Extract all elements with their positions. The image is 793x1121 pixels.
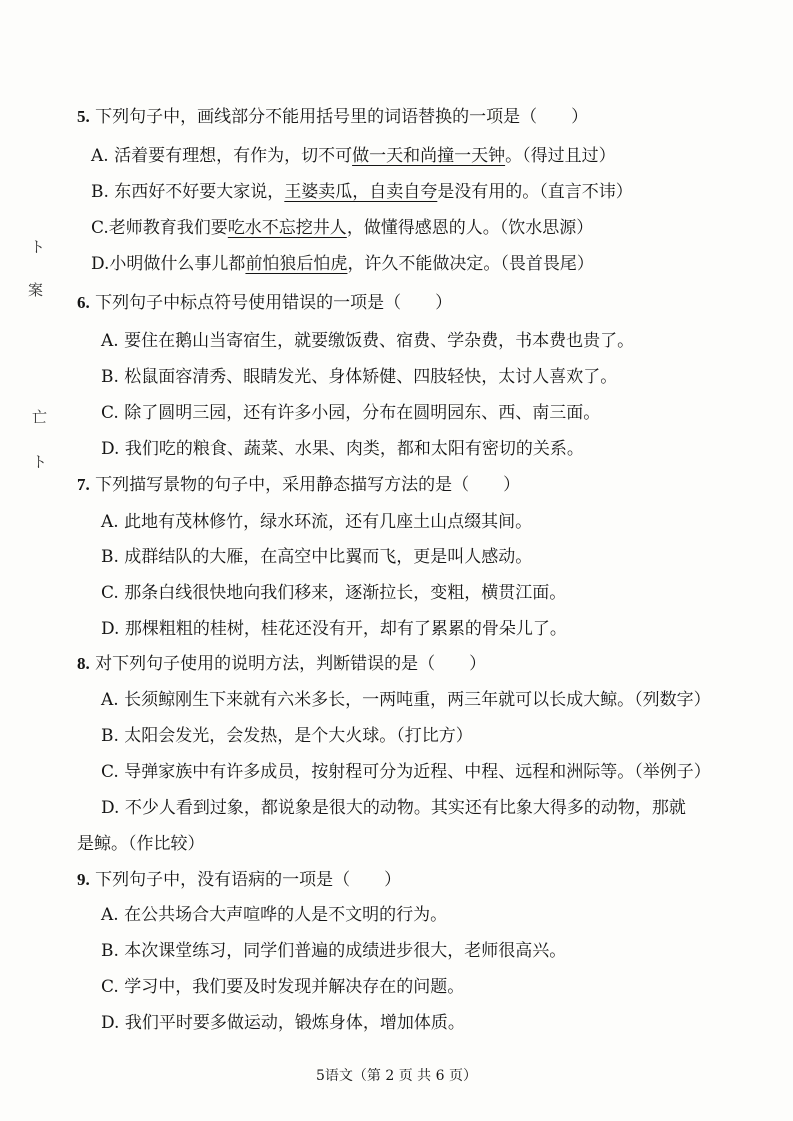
question-9-option-d: D. 我们平时要多做运动，锻炼身体，增加体质。 — [101, 1013, 465, 1033]
question-7-option-a: A. 此地有茂林修竹，绿水环流，还有几座土山点缀其间。 — [101, 512, 533, 532]
question-5-option-b — [91, 181, 633, 203]
question-text: 下列描写景物的句子中，采用静态描写方法的是（ ） — [95, 475, 521, 495]
option-text: ，许久不能做决定。（畏首畏尾） — [347, 254, 594, 274]
question-7-option-b: B. 成群结队的大雁，在高空中比翼而飞，更是叫人感动。 — [101, 547, 533, 567]
question-6-option-d: D. 我们吃的粮食、蔬菜、水果、肉类，都和太阳有密切的关系。 — [101, 439, 584, 459]
question-8-option-d-continued: 是鲸。（作比较） — [77, 834, 205, 854]
option-text: ，做懂得感恩的人。（饮水思源） — [346, 218, 594, 238]
option-text: B. 东西好不好要大家说， — [91, 182, 285, 202]
question-number: 8. — [77, 654, 90, 673]
question-9-stem — [77, 869, 401, 891]
margin-mark: ト — [32, 453, 48, 471]
margin-mark: ト — [30, 238, 46, 256]
margin-mark: 案 — [28, 281, 44, 299]
question-text: 下列句子中，画线部分不能用括号里的词语替换的一项是（ ） — [95, 107, 589, 127]
question-text: 下列句子中标点符号使用错误的一项是（ ） — [95, 293, 453, 313]
underlined-phrase: 吃水不忘挖井人 — [227, 218, 347, 238]
question-8-option-b: B. 太阳会发光，会发热，是个大火球。（打比方） — [101, 726, 473, 746]
question-9-option-c: C. 学习中，我们要及时发现并解决存在的问题。 — [101, 977, 465, 997]
question-8-option-a: A. 长须鲸刚生下来就有六米多长，一两吨重，两三年就可以长成大鲸。（列数字） — [101, 690, 711, 710]
underlined-phrase: 前怕狼后怕虎 — [245, 254, 348, 274]
page-footer: 5语文（第 2 页 共 6 页） — [316, 1068, 477, 1084]
question-7-stem — [77, 474, 520, 496]
question-6-stem — [77, 292, 452, 314]
question-5-option-d — [91, 253, 594, 275]
question-number: 6. — [77, 293, 90, 312]
question-number: 5. — [77, 107, 90, 126]
underlined-phrase: 做一天和尚撞一天钟 — [352, 146, 506, 166]
question-5-option-c — [91, 217, 593, 239]
question-9-option-b: B. 本次课堂练习，同学们普遍的成绩进步很大，老师很高兴。 — [101, 941, 567, 961]
question-6-option-b: B. 松鼠面容清秀、眼睛发光、身体矫健、四肢轻快，太讨人喜欢了。 — [101, 367, 618, 387]
question-text: 下列句子中，没有语病的一项是（ ） — [95, 870, 402, 890]
question-8-option-d: D. 不少人看到过象，都说象是很大的动物。其实还有比象大得多的动物，那就 — [101, 798, 686, 818]
question-9-option-a: A. 在公共场合大声喧哗的人是不文明的行为。 — [101, 905, 448, 925]
question-7-option-d: D. 那棵粗粗的桂树，桂花还没有开，却有了累累的骨朵儿了。 — [101, 619, 567, 639]
question-8-stem — [77, 653, 486, 675]
question-text: 对下列句子使用的说明方法，判断错误的是（ ） — [95, 654, 487, 674]
underlined-phrase: 王婆卖瓜，自卖自夸 — [284, 182, 438, 202]
question-8-option-c: C. 导弹家族中有许多成员，按射程可分为近程、中程、远程和洲际等。（举例子） — [101, 762, 711, 782]
question-6-option-a: A. 要住在鹅山当寄宿生，就要缴饭费、宿费、学杂费，书本费也贵了。 — [101, 331, 635, 351]
question-7-option-c: C. 那条白线很快地向我们移来，逐渐拉长，变粗，横贯江面。 — [101, 583, 567, 603]
option-text: 。（得过且过） — [505, 146, 616, 166]
option-text: A. 活着要有理想，有作为，切不可 — [91, 146, 353, 166]
question-number: 9. — [77, 870, 90, 889]
question-6-option-c: C. 除了圆明三园，还有许多小园，分布在圆明园东、西、南三面。 — [101, 403, 601, 423]
question-5-stem — [77, 106, 588, 128]
option-text: C.老师教育我们要 — [91, 218, 228, 238]
margin-mark: 亡 — [32, 408, 48, 426]
option-text: 是没有用的。（直言不讳） — [437, 182, 633, 202]
question-number: 7. — [77, 475, 90, 494]
option-text: D.小明做什么事儿都 — [91, 254, 246, 274]
question-5-option-a — [91, 145, 616, 167]
